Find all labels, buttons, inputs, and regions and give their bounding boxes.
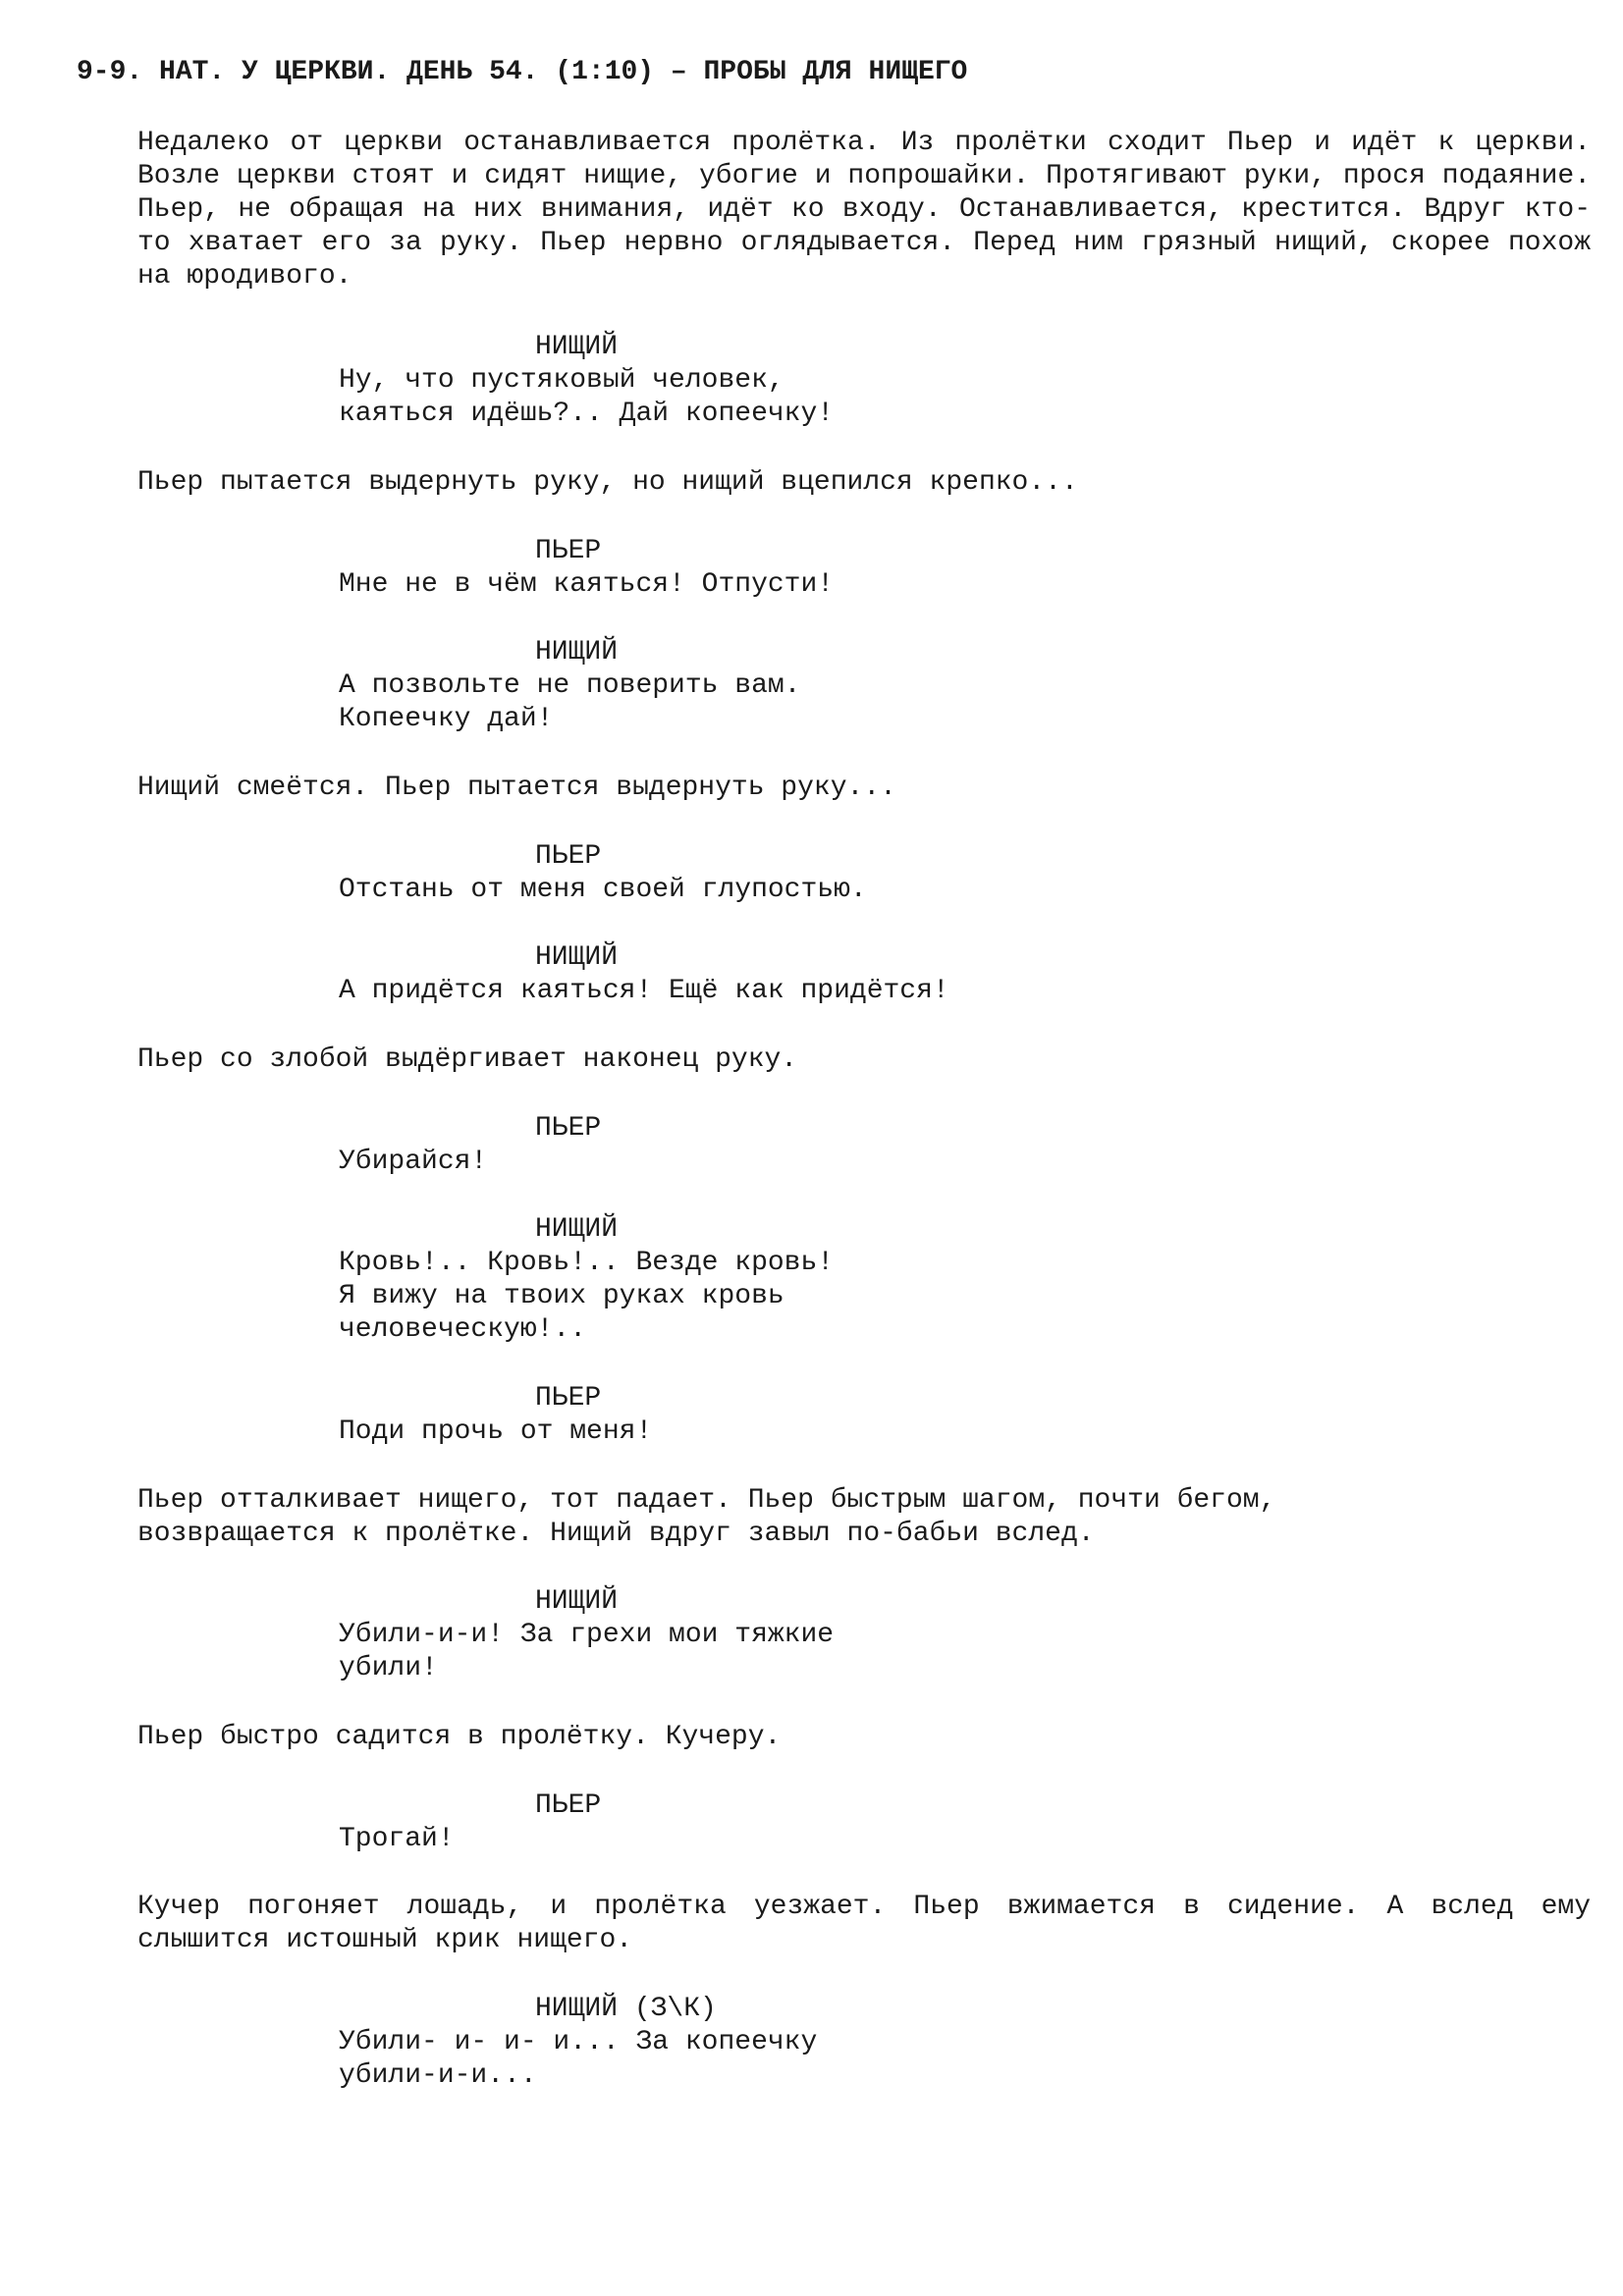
action-paragraph: Пьер пытается выдернуть руку, но нищий вцепился крепко... <box>137 467 1078 498</box>
character-name: ПЬЕР <box>535 1113 602 1144</box>
dialogue-line: человеческую!.. <box>339 1314 587 1345</box>
character-name: НИЩИЙ <box>535 1586 619 1617</box>
dialogue-line: Кровь!.. Кровь!.. Везде кровь! <box>339 1248 835 1278</box>
character-name: НИЩИЙ <box>535 942 619 973</box>
action-paragraph-line: возвращается к пролётке. Нищий вдруг завыл по-бабьи вслед. <box>137 1519 1095 1549</box>
scene-heading: 9-9. НАТ. У ЦЕРКВИ. ДЕНЬ 54. (1:10) – ПРОБЫ ДЛЯ НИЩЕГО <box>77 57 968 87</box>
action-paragraph: Нищий смеётся. Пьер пытается выдернуть руку... <box>137 773 896 803</box>
dialogue-line: Копеечку дай! <box>339 704 554 734</box>
dialogue-line: убили! <box>339 1653 438 1683</box>
dialogue-line: Мне не в чём каяться! Отпусти! <box>339 569 835 600</box>
dialogue-line: Я вижу на твоих руках кровь <box>339 1281 784 1311</box>
dialogue-line: Убили- и- и- и... За копеечку <box>339 2027 818 2057</box>
action-paragraph: Пьер быстро садится в пролётку. Кучеру. <box>137 1722 782 1752</box>
action-paragraph: Недалеко от церкви останавливается пролётка. Из пролётки сходит Пьер и идёт к церкви. Возле церкви стоят и сидят нищие, убогие и попрошайки. Протягивают руки, прося подаяние. Пьер, не обращая на них внимания, идёт ко входу. Останавливается, крестится. Вдруг кто-то хватает его за руку. Пьер нервно оглядывается. Перед ним грязный нищий, скорее похож на юродивого. <box>137 128 1591 292</box>
dialogue-line: Трогай! <box>339 1824 455 1854</box>
character-name: НИЩИЙ <box>535 637 619 667</box>
character-name: НИЩИЙ <box>535 1214 619 1245</box>
dialogue-line: А придётся каяться! Ещё как придётся! <box>339 976 949 1006</box>
character-name: ПЬЕР <box>535 536 602 566</box>
action-paragraph-line: Пьер отталкивает нищего, тот падает. Пьер быстрым шагом, почти бегом, <box>137 1485 1276 1516</box>
dialogue-line: А позвольте не поверить вам. <box>339 670 801 701</box>
dialogue-line: Поди прочь от меня! <box>339 1416 653 1447</box>
character-name: ПЬЕР <box>535 1383 602 1414</box>
character-name: ПЬЕР <box>535 841 602 872</box>
dialogue-line: убили-и-и... <box>339 2060 537 2091</box>
action-paragraph: Кучер погоняет лошадь, и пролётка уезжает. Пьер вжимается в сидение. А вслед ему слышится истошный крик нищего. <box>137 1892 1591 1955</box>
character-name: ПЬЕР <box>535 1790 602 1821</box>
action-paragraph: Пьер со злобой выдёргивает наконец руку. <box>137 1044 798 1075</box>
character-name: НИЩИЙ <box>535 332 619 362</box>
character-name: НИЩИЙ (З\К) <box>535 1994 717 2024</box>
dialogue-line: Ну, что пустяковый человек, <box>339 365 784 396</box>
dialogue-line: Убирайся! <box>339 1147 488 1177</box>
dialogue-line: Отстань от меня своей глупостью. <box>339 875 867 905</box>
dialogue-line: Убили-и-и! За грехи мои тяжкие <box>339 1620 835 1650</box>
dialogue-line: каяться идёшь?.. Дай копеечку! <box>339 399 835 429</box>
